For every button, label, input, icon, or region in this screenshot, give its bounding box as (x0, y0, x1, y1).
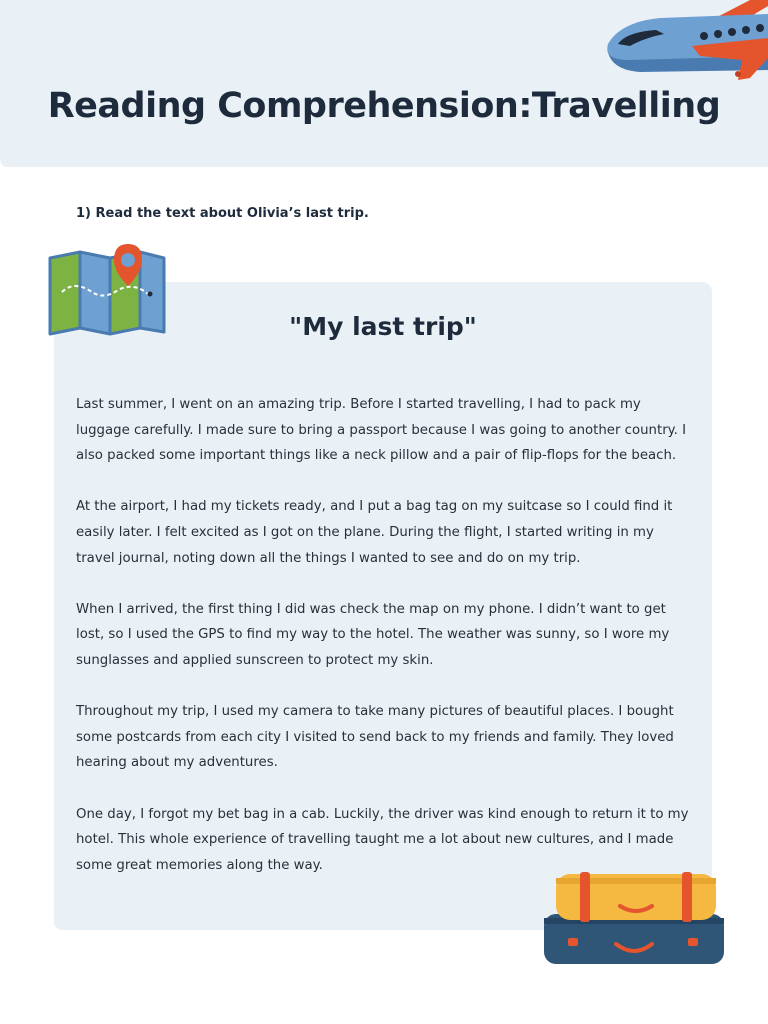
airplane-icon (600, 0, 768, 84)
story-body (76, 392, 694, 904)
story-title: "My last trip" (289, 312, 477, 341)
story-paragraph: At the airport, I had my tickets ready, and I put a bag tag on my suitcase so I could find it easily later. I felt excited as I got on the plane. During the flight, I started writing in my travel journal, noting down all the things I wanted to see and do on my trip. (76, 499, 673, 566)
suitcase-icon (538, 868, 730, 968)
story-paragraph: When I arrived, the first thing I did was check the map on my phone. I didn’t want to get lost, so I used the GPS to find my way to the hotel. The weather was sunny, so I wore my sunglasses and applied sunscreen to protect my skin. (76, 601, 670, 668)
instruction-text: 1) Read the text about Olivia’s last trip. (76, 206, 369, 221)
story-paragraph: Throughout my trip, I used my camera to take many pictures of beautiful places. I bought some postcards from each city I visited to send back to my friends and family. They loved hearing about my adventures. (76, 704, 674, 771)
story-paragraph: One day, I forgot my bet bag in a cab. Luckily, the driver was kind enough to return it to my hotel. This whole experience of travelling taught me a lot about new cultures, and I made some great memories along the way. (76, 806, 689, 873)
story-paragraph: Last summer, I went on an amazing trip. Before I started travelling, I had to pack my luggage carefully. I made sure to bring a passport because I was going to another country. I also packed some important things like a neck pillow and a pair of flip-flops for the beach. (76, 397, 687, 464)
page-title: Reading Comprehension:Travelling (47, 86, 721, 126)
